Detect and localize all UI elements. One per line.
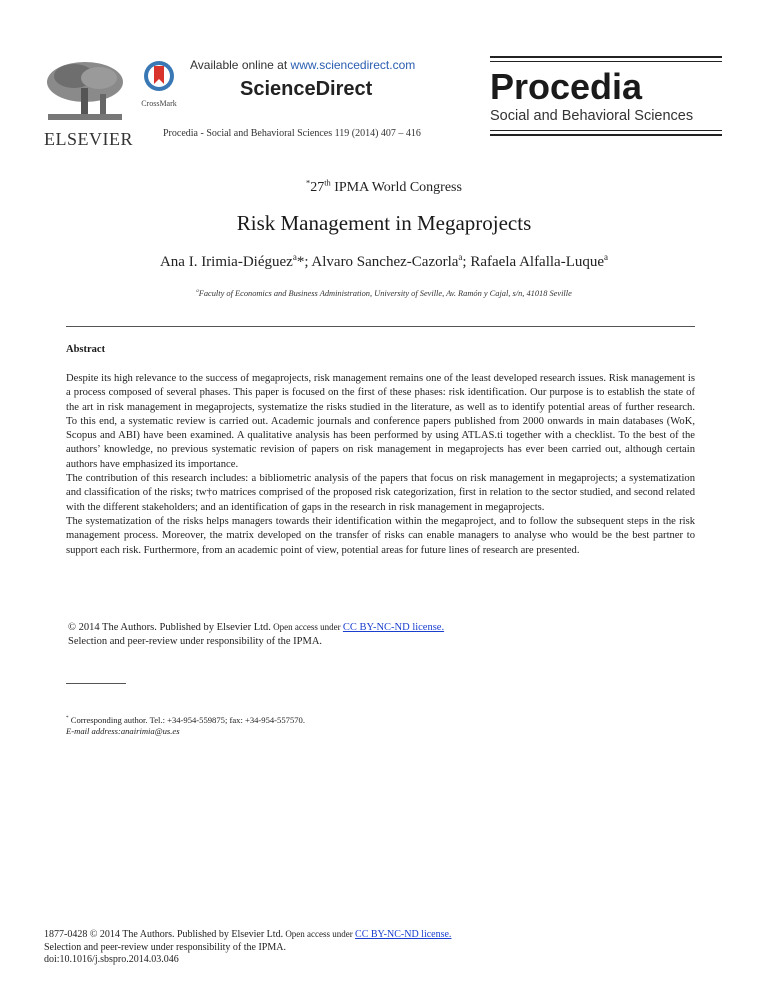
paper-title: Risk Management in Megaprojects [236,211,532,235]
footer-license-link[interactable]: CC BY-NC-ND license. [355,929,452,940]
footer-copyright-text: 1877-0428 © 2014 The Authors. Published by Elsevier Ltd. [44,929,284,940]
footnote-line [66,715,305,726]
available-online [190,58,415,72]
license-link[interactable]: CC BY-NC-ND license. [342,622,445,633]
procedia-title: Procedia [490,66,643,107]
footer-open-access-text: Open access under [283,929,356,939]
elsevier-tree-icon [44,58,126,122]
footnote-marker: * [66,715,69,722]
author-name: Rafaela Alfalla-Luque [470,254,605,270]
congress-ordinal: th [324,178,331,188]
page-footer [44,928,451,967]
author-name: Alvaro Sanchez-Cazorla [311,254,459,270]
footnote [66,715,305,737]
available-prefix: Available online at [190,58,291,72]
footnote-rule [66,683,126,684]
abstract-paragraph: Despite its high relevance to the success of megaprojects, risk management remains one of the least developed research issues. Risk management is a process composed of several phases. This paper is focused on the first of these phases: risk identification. Our purpose is to establish the state of the art in risk management in megaprojects, systematize the risks studied in the literature, as well as to identify potential areas of further research. To this end, a systematic review is carried out. Academic journals and conference papers published from 2000 onwards in main databases (WoK, Scopus and ABI) have been examined. A qualitative analysis has been performed by using ATLAS.ti together with a checklist. To the best of the authors’ knowledge, no previous systematic revision of papers on risk management in megaprojects has ever been carried out, although certain authors have emphasized its importance. [66,373,695,470]
journal-citation: Procedia - Social and Behavioral Sciences 119 (2014) 407 – 416 [163,128,421,139]
congress-marker: * [306,178,311,188]
author-name: Ana I. Irimia-Diéguez [159,254,293,270]
elsevier-logo [44,58,133,149]
author-affil-sup: a [458,252,463,262]
corresponding-author: Corresponding author. Tel.: +34-954-559875; fax: +34-954-557570. [68,715,305,725]
peer-review-line: Selection and peer-review under responsibility of the IPMA. [68,636,323,647]
procedia-logo [490,56,722,139]
author-affil-sup: a [292,252,297,262]
abstract-paragraph: The contribution of this research includes: a bibliometric analysis of the papers that focus on risk management in megaprojects; a systematization and classification of the risks; tw†o matrices comprised of the proposed risk categorization, first in relation to the sector studied, and second related with the different stakeholders; and an identification of gaps in the research in risk management in megaprojects. [66,473,695,513]
author-affil-sup: a [604,252,609,262]
crossmark-label: CrossMark [141,99,177,108]
sciencedirect-link[interactable]: www.sciencedirect.com [290,58,416,72]
affiliation-sup: a [196,289,199,295]
abstract-paragraph: The systematization of the risks helps managers towards their identification within the megaproject, and to follow the subsequent steps in the risk management process. Moreover, the matrix developed on the transfer of risks can enable managers to analyse who would be the best partner to support each risk. Furthermore, from an academic point of view, potential areas for future lines of research are presented. [66,515,695,556]
affiliation [0,289,768,298]
copyright-line [68,620,444,635]
open-access-text: Open access under [270,622,343,632]
copyright-block [68,620,444,649]
author-separator: *; [296,254,312,270]
rule [490,61,722,62]
doi: doi:10.1016/j.sbspro.2014.03.046 [44,954,179,965]
copyright-text: © 2014 The Authors. Published by Elsevier Ltd. [68,622,271,633]
divider [66,326,695,327]
elsevier-wordmark: ELSEVIER [44,129,133,149]
footer-peer-review: Selection and peer-review under responsibility of the IPMA. [44,941,286,953]
congress-name: IPMA World Congress [330,180,462,195]
rule [490,134,722,136]
authors [0,254,768,271]
congress-line [0,180,768,196]
abstract-heading: Abstract [66,344,106,355]
abstract-body [66,372,695,558]
affiliation-text: Faculty of Economics and Business Administration, University of Seville, Av. Ramón y Cajal, s/n, 41018 Seville [198,289,572,298]
email-line: E-mail address:anairimia@us.es [66,726,180,736]
rule [490,130,722,131]
procedia-subtitle: Social and Behavioral Sciences [490,108,694,124]
crossmark-badge[interactable] [134,60,184,108]
crossmark-icon [143,60,175,92]
rule [490,56,722,58]
author-separator: ; [462,254,471,270]
sciencedirect-logo: ScienceDirect [240,78,373,100]
congress-number: 27 [310,180,325,195]
footer-copyright [44,928,451,942]
